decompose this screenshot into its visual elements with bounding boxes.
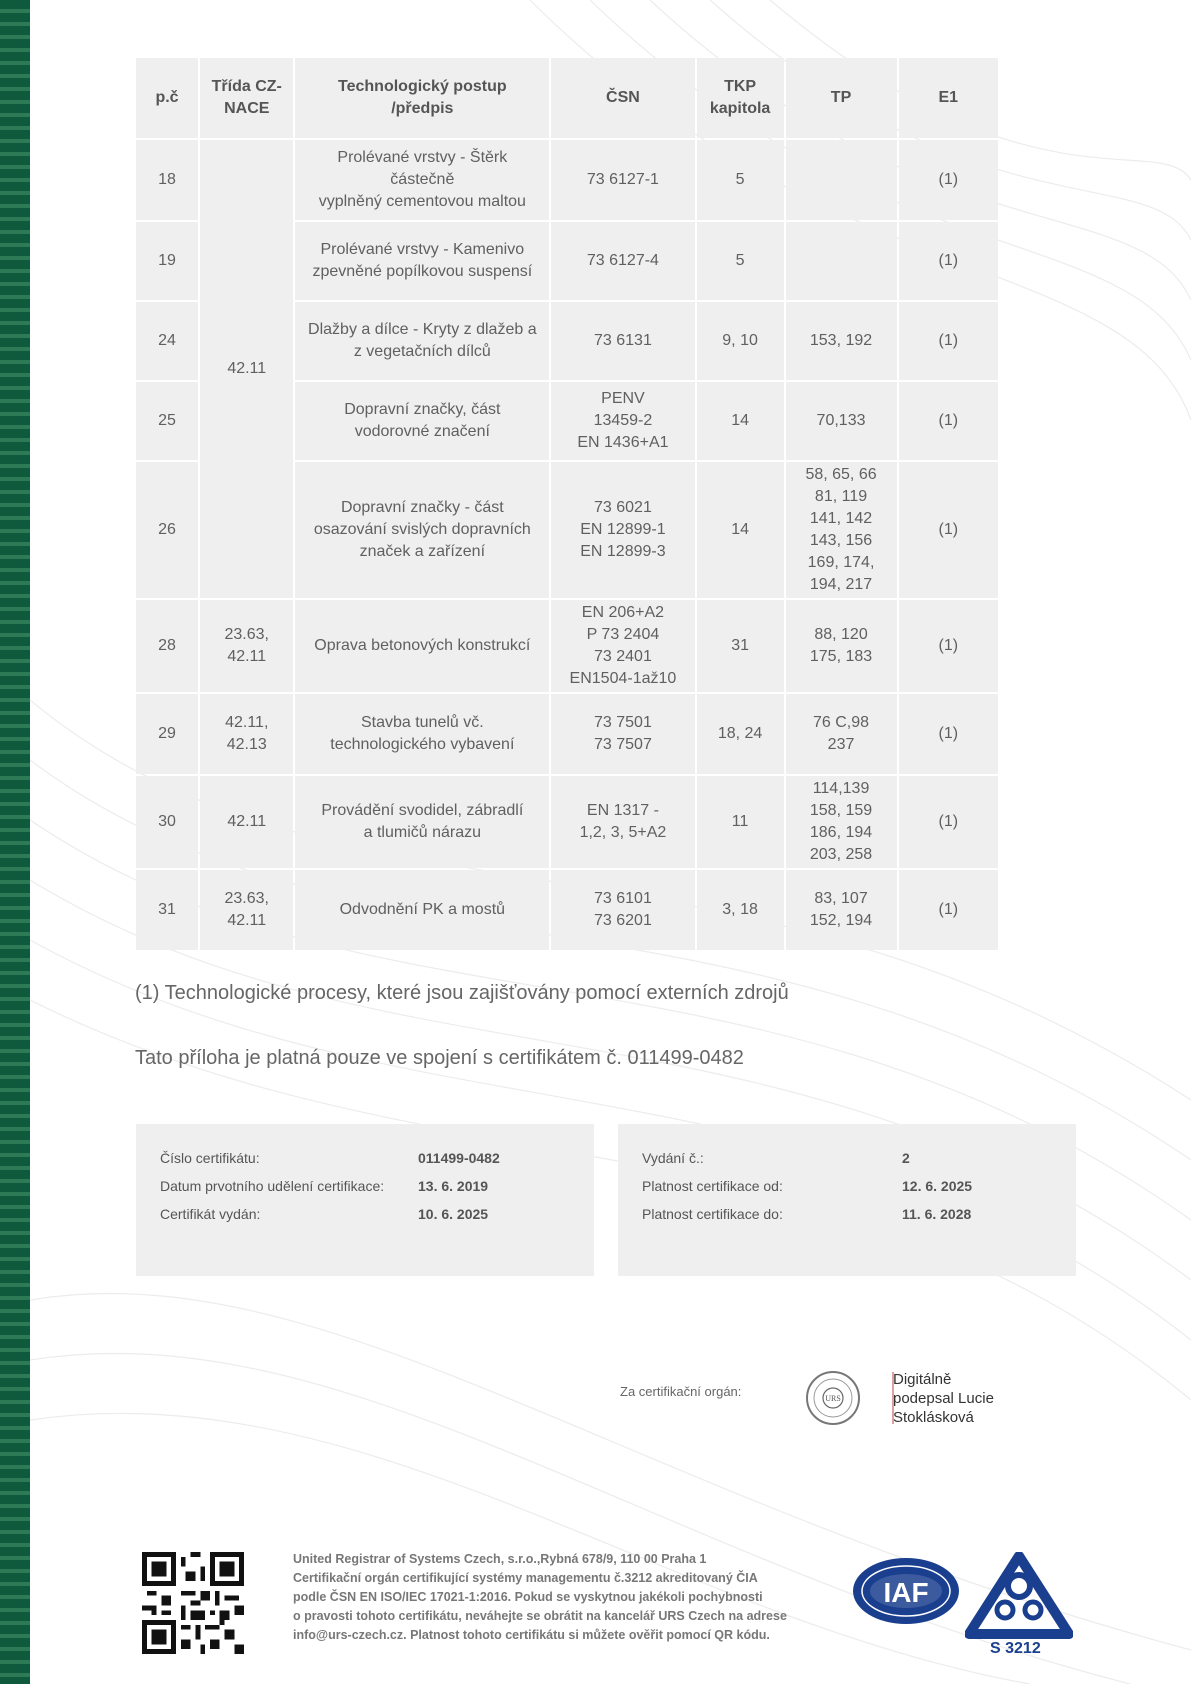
col-header-pc: p.č: [136, 58, 198, 138]
cell-tkp: 5: [697, 140, 784, 220]
col-header-tkp: TKP kapitola: [697, 58, 784, 138]
first-issue-value: 13. 6. 2019: [418, 1178, 489, 1194]
cell-tkp: 14: [697, 382, 784, 460]
cell-nace: 42.11: [200, 776, 293, 868]
iaf-text: IAF: [883, 1577, 929, 1608]
col-header-postup: Technologický postup /předpis: [295, 58, 549, 138]
cell-postup: Dlažby a dílce - Kryty z dlažeb a z vegetačních dílců: [295, 302, 549, 380]
cell-tp: 58, 65, 66 81, 119 141, 142 143, 156 169, 174, 194, 217: [786, 462, 897, 598]
cell-pc: 28: [136, 600, 198, 692]
cell-tp: 114,139 158, 159 186, 194 203, 258: [786, 776, 897, 868]
cell-e1: (1): [899, 462, 998, 598]
table-row: [136, 694, 998, 774]
cell-pc: 25: [136, 382, 198, 460]
footnote-text: (1) Technologické procesy, které jsou zajišťovány pomocí externích zdrojů: [135, 982, 789, 1004]
cell-postup: Odvodnění PK a mostů: [295, 870, 549, 950]
valid-from-value: 12. 6. 2025: [902, 1178, 973, 1194]
cell-tkp: 14: [697, 462, 784, 598]
valid-to-value: 11. 6. 2028: [902, 1206, 972, 1222]
table-row: [136, 776, 998, 868]
cell-postup: Dopravní značky, část vodorovné značení: [295, 382, 549, 460]
table-row: [136, 870, 998, 950]
cell-postup: Dopravní značky - část osazování svislých dopravních značek a zařízení: [295, 462, 549, 598]
cell-csn: 73 7501 73 7507: [551, 694, 694, 774]
edition-value: 2: [902, 1150, 910, 1166]
col-header-e1: E1: [899, 58, 998, 138]
issued-value: 10. 6. 2025: [418, 1206, 489, 1222]
valid-from-label: Platnost certifikace od:: [642, 1178, 783, 1194]
cell-e1: (1): [899, 382, 998, 460]
cell-tkp: 5: [697, 222, 784, 300]
cell-tp: [786, 222, 897, 300]
cell-tp: 88, 120 175, 183: [786, 600, 897, 692]
cell-tp: 153, 192: [786, 302, 897, 380]
iaf-logo-icon: [850, 1555, 962, 1627]
cell-postup: Oprava betonových konstrukcí: [295, 600, 549, 692]
cell-tkp: 11: [697, 776, 784, 868]
cert-info-box-right: [618, 1124, 1076, 1276]
process-table: [134, 56, 1000, 952]
cell-postup: Provádění svodidel, zábradlí a tlumičů nárazu: [295, 776, 549, 868]
stamp-text: URS: [825, 1394, 841, 1403]
cell-tp: 70,133: [786, 382, 897, 460]
col-header-tp: TP: [786, 58, 897, 138]
accreditation-code: S 3212: [990, 1640, 1041, 1657]
cell-csn: 73 6131: [551, 302, 694, 380]
cell-pc: 26: [136, 462, 198, 598]
cell-e1: (1): [899, 222, 998, 300]
edition-label: Vydání č.:: [642, 1150, 704, 1166]
cell-pc: 31: [136, 870, 198, 950]
valid-to-label: Platnost certifikace do:: [642, 1206, 783, 1222]
cell-pc: 24: [136, 302, 198, 380]
cell-tkp: 31: [697, 600, 784, 692]
cell-tp: 76 C,98 237: [786, 694, 897, 774]
cell-csn: 73 6101 73 6201: [551, 870, 694, 950]
cell-postup: Stavba tunelů vč. technologického vybavení: [295, 694, 549, 774]
digital-signature-text: Digitálně podepsal Lucie Stoklásková: [893, 1371, 994, 1426]
cert-number-label: Číslo certifikátu:: [160, 1150, 260, 1166]
cell-pc: 29: [136, 694, 198, 774]
signature-label: Za certifikační orgán:: [620, 1384, 742, 1399]
cell-csn: EN 206+A2 P 73 2404 73 2401 EN1504-1až10: [551, 600, 694, 692]
table-header-row: [136, 58, 998, 138]
cell-pc: 18: [136, 140, 198, 220]
cert-info-box-left: [136, 1124, 594, 1276]
table-row: [136, 140, 998, 220]
cell-csn: 73 6021 EN 12899-1 EN 12899-3: [551, 462, 694, 598]
cell-nace-merged: 42.11: [200, 140, 293, 598]
qr-code-icon[interactable]: [142, 1552, 244, 1654]
cell-nace: 42.11, 42.13: [200, 694, 293, 774]
cell-tp: 83, 107 152, 194: [786, 870, 897, 950]
col-header-nace: Třída CZ- NACE: [200, 58, 293, 138]
cell-tkp: 9, 10: [697, 302, 784, 380]
urs-stamp-icon: [805, 1370, 861, 1426]
cell-nace: 23.63, 42.11: [200, 870, 293, 950]
cell-tkp: 18, 24: [697, 694, 784, 774]
issued-label: Certifikát vydán:: [160, 1206, 261, 1222]
decorative-left-band: [0, 0, 30, 1684]
cell-e1: (1): [899, 776, 998, 868]
cell-tp: [786, 140, 897, 220]
footer-legal-text: United Registrar of Systems Czech, s.r.o.,Rybná 678/9, 110 00 Praha 1 Certifikační orgán certifikující systémy managementu č.3212 akreditovaný ČIA podle ČSN EN ISO/IEC 17021-1:2016. Pokud se vyskytnou jakékoli pochybnosti o pravosti tohoto certifikátu, neváhejte se obrátit na kancelář URS Czech na adrese info@urs-czech.cz. Platnost tohoto certifikátu si můžete ověřit pomocí QR kódu.: [293, 1552, 787, 1642]
cell-tkp: 3, 18: [697, 870, 784, 950]
cell-pc: 19: [136, 222, 198, 300]
cell-csn: 73 6127-1: [551, 140, 694, 220]
cell-e1: (1): [899, 694, 998, 774]
cell-postup: Prolévané vrstvy - Kamenivo zpevněné popílkovou suspensí: [295, 222, 549, 300]
cell-e1: (1): [899, 140, 998, 220]
cell-csn: EN 1317 - 1,2, 3, 5+A2: [551, 776, 694, 868]
cell-e1: (1): [899, 870, 998, 950]
cert-number-value: 011499-0482: [418, 1150, 500, 1166]
cell-csn: PENV 13459-2 EN 1436+A1: [551, 382, 694, 460]
cell-csn: 73 6127-4: [551, 222, 694, 300]
cell-postup: Prolévané vrstvy - Štěrk částečně vyplněný cementovou maltou: [295, 140, 549, 220]
table-row: [136, 600, 998, 692]
cell-e1: (1): [899, 302, 998, 380]
cell-pc: 30: [136, 776, 198, 868]
validity-text: Tato příloha je platná pouze ve spojení s certifikátem č. 011499-0482: [135, 1047, 744, 1069]
col-header-csn: ČSN: [551, 58, 694, 138]
accreditation-logo-icon: [965, 1552, 1073, 1652]
cell-nace: 23.63, 42.11: [200, 600, 293, 692]
cell-e1: (1): [899, 600, 998, 692]
first-issue-label: Datum prvotního udělení certifikace:: [160, 1178, 385, 1194]
